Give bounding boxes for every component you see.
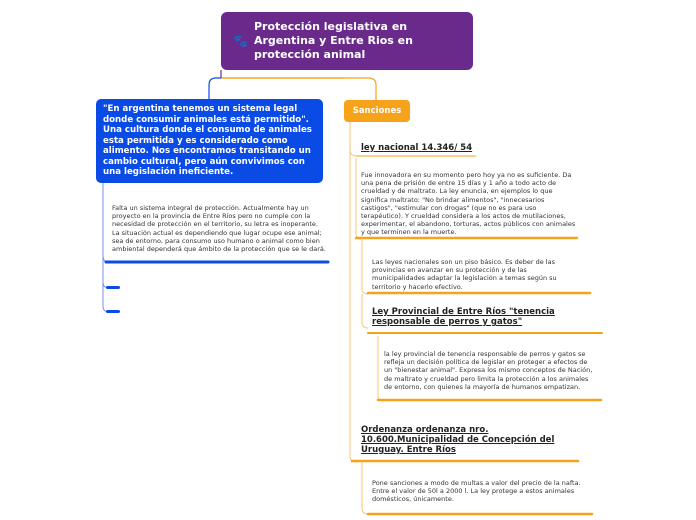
blue-branch-detail[interactable]: Falta un sistema integral de protección. Actualmente hay un proyecto en la provincia de Entre Ríos pero no cumple con la necesidad de protección en el territorio, su letra es inoperante. La situación actual es dependiendo que lugar ocupe ese animal; sea de entorno, para consumo uso humano o animal como bien ambiental dependerá que ámbito de la protección que se le dará. <box>112 204 326 254</box>
ordenanza-title[interactable]: Ordenanza ordenanza nro. 10.600.Municipalidad de Concepción del Uruguay. Entre Ríos <box>361 425 555 455</box>
sanciones-topic[interactable]: Sanciones <box>344 100 410 122</box>
paw-icon: 🐾 <box>233 34 248 48</box>
blue-branch-topic[interactable]: "En argentina tenemos un sistema legal donde consumir animales está permitido". Una cultura donde el consumo de animales esta permitida y es considerado como alimento. Nos encontramos transitando un cambio cultural, pero aún convivimos con una legislación ineficiente. <box>96 99 323 183</box>
ley-nacional-title[interactable]: ley nacional 14.346/ 54 <box>361 143 473 153</box>
connector-root-sanciones <box>221 78 376 100</box>
connector-root-blue <box>209 78 221 99</box>
empty-topic-1[interactable] <box>106 286 120 289</box>
ley-nacional-detail[interactable]: Fue innovadora en su momento pero hoy ya no es suficiente. Da una pena de prisión de entre 15 días y 1 año a todo acto de crueldad y de maltrato. La ley enuncia, en ejemplos lo que significa maltrato: "No brindar alimentos", "innecesarios castigos", "estimular con drogas" (que no es para uso terapéutico). Y crueldad considera a los actos de mutilaciones, experimentar, el abandono, torturas, actos públicos con animales y que terminen en la muerte. <box>361 171 576 237</box>
ordenanza-detail[interactable]: Pone sanciones a modo de multas a valor del precio de la nafta. Entre el valor de 50l a 2000 l. La ley protege a estos animales domésticos, únicamente. <box>372 479 581 504</box>
empty-topic-2[interactable] <box>106 310 120 313</box>
root-title: Protección legislativa en Argentina y Entre Rios en protección animal <box>253 20 413 61</box>
ley-provincial-title[interactable]: Ley Provincial de Entre Ríos "tenencia responsable de perros y gatos" <box>372 307 555 327</box>
ley-nacional-sub-note[interactable]: Las leyes nacionales son un piso básico. Es deber de las provincias en avanzar en su protección y de las municipalidades adaptar la legislación a temas según su territorio y hacerlo efectivo. <box>372 258 557 291</box>
ley-provincial-detail[interactable]: la ley provincial de tenencia responsable de perros y gatos se refleja un decisión política de legislar en proteger a efectos de un "bienestar animal". Expresa los mismo conceptos de Nación, de maltrato y crueldad pero limita la protección a los animales de entorno, con quienes la mayoría de humanos empatizan. <box>384 350 593 391</box>
root-topic[interactable] <box>221 12 473 70</box>
connector-blue-spine <box>103 183 109 312</box>
